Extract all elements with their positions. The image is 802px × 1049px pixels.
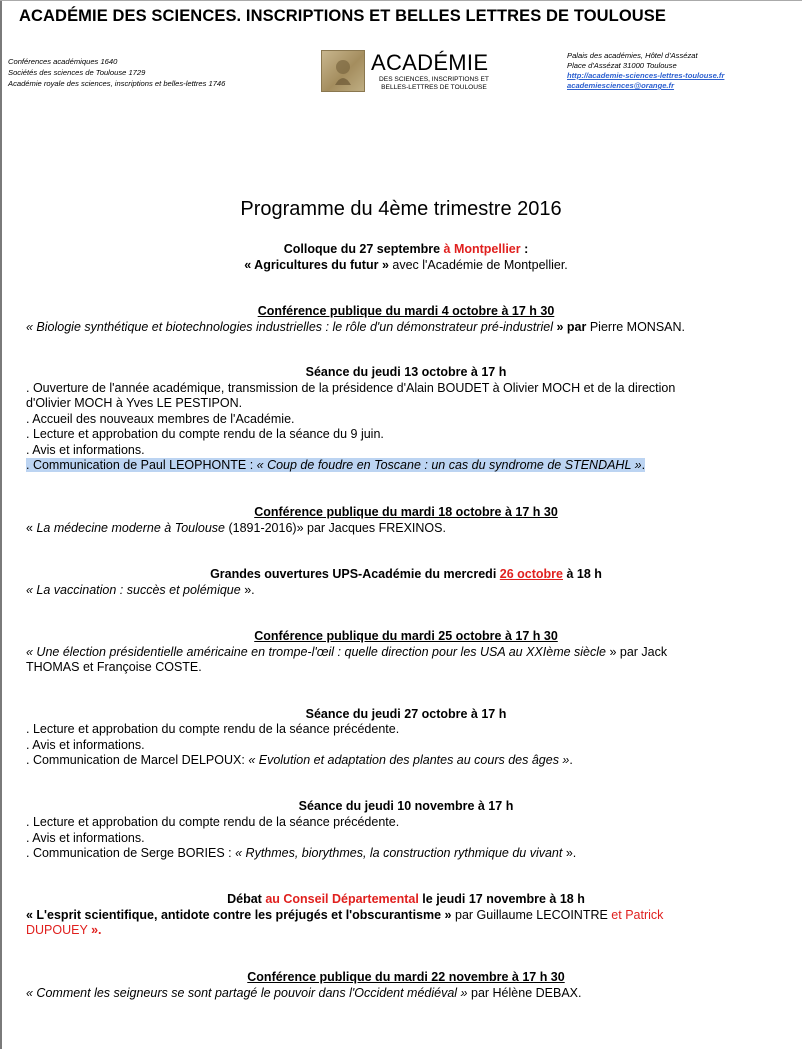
event-line: . Accueil des nouveaux membres de l'Académie. [26,412,295,426]
highlighted-line[interactable]: . Communication de Paul LEOPHONTE : « Coup de foudre en Toscane : un cas du syndrome de STENDAHL ». [26,458,646,472]
event-line: « L'esprit scientifique, antidote contre les préjugés et l'obscurantisme » par Guillaume LECOINTRE et Patrick [26,908,664,922]
event-line: « La médecine moderne à Toulouse (1891-2016)» par Jacques FREXINOS. [26,521,446,535]
event-heading: Colloque du 27 septembre à Montpellier : [283,242,529,256]
logo-title: ACADÉMIE [371,50,489,75]
history-line: Conférences académiques 1640 [8,57,118,66]
event-line: « Agricultures du futur » avec l'Académie de Montpellier. [244,258,568,272]
event-line: . Communication de Marcel DELPOUX: « Evolution et adaptation des plantes au cours des âges ». [26,753,573,767]
event-heading: Séance du jeudi 13 octobre à 17 h [305,365,507,379]
event-line: . Avis et informations. [26,831,145,845]
event-line: « La vaccination : succès et polémique ». [26,583,255,597]
event-line: . Lecture et approbation du compte rendu de la séance du 9 juin. [26,427,384,441]
event-line: THOMAS et Françoise COSTE. [26,660,202,674]
event-line: . Ouverture de l'année académique, transmission de la présidence d'Alain BOUDET à Olivier MOCH et de la direction [26,381,676,395]
event-heading: Conférence publique du mardi 4 octobre à 17 h 30 [257,304,555,318]
event-line: . Avis et informations. [26,738,145,752]
event-line: DUPOUEY ». [26,923,102,937]
event-heading: Séance du jeudi 10 novembre à 17 h [298,799,514,813]
event-heading: Débat au Conseil Départemental le jeudi 17 novembre à 18 h [227,892,585,906]
logo-subtitle: DES SCIENCES, INSCRIPTIONS ET [379,76,489,83]
logo-subtitle: BELLES-LETTRES DE TOULOUSE [381,84,487,91]
event-heading: Grandes ouvertures UPS-Académie du mercredi 26 octobre à 18 h [210,567,602,581]
event-heading: Séance du jeudi 27 octobre à 17 h [305,707,507,721]
academy-seal-logo [321,50,365,92]
history-line: Académie royale des sciences, inscriptions et belles-lettres 1746 [8,79,226,88]
event-heading: Conférence publique du mardi 22 novembre à 17 h 30 [247,970,565,984]
address-line: Palais des académies, Hôtel d'Assézat [567,51,698,60]
event-line: . Lecture et approbation du compte rendu de la séance précédente. [26,722,400,736]
page-edge-top [0,0,802,1]
event-line: « Biologie synthétique et biotechnologies industrielles : le rôle d'un démonstrateur pré-industriel » par Pierre MONSAN. [26,320,686,334]
programme-title: Programme du 4ème trimestre 2016 [240,198,562,220]
event-line: « Comment les seigneurs se sont partagé le pouvoir dans l'Occident médiéval » par Hélène DEBAX. [26,986,582,1000]
event-line: . Communication de Serge BORIES : « Rythmes, biorythmes, la construction rythmique du vivant ». [26,846,577,860]
seal-emblem-icon [322,51,364,91]
event-line: . Lecture et approbation du compte rendu de la séance précédente. [26,815,400,829]
event-line: d'Olivier MOCH à Yves LE PESTIPON. [26,396,243,410]
history-line: Sociétés des sciences de Toulouse 1729 [8,68,146,77]
website-link[interactable]: http://academie-sciences-lettres-toulouse.fr [567,71,725,80]
event-line: . Avis et informations. [26,443,145,457]
academy-title: ACADÉMIE DES SCIENCES. INSCRIPTIONS ET BELLES LETTRES DE TOULOUSE [19,7,667,25]
event-heading: Conférence publique du mardi 25 octobre à 17 h 30 [254,629,558,643]
event-line: « Une élection présidentielle américaine en trompe-l'œil : quelle direction pour les USA au XXIème siècle » par Jack [26,645,668,659]
event-heading: Conférence publique du mardi 18 octobre à 17 h 30 [254,505,558,519]
email-link[interactable]: academiesciences@orange.fr [567,81,675,90]
address-line: Place d'Assézat 31000 Toulouse [567,61,677,70]
